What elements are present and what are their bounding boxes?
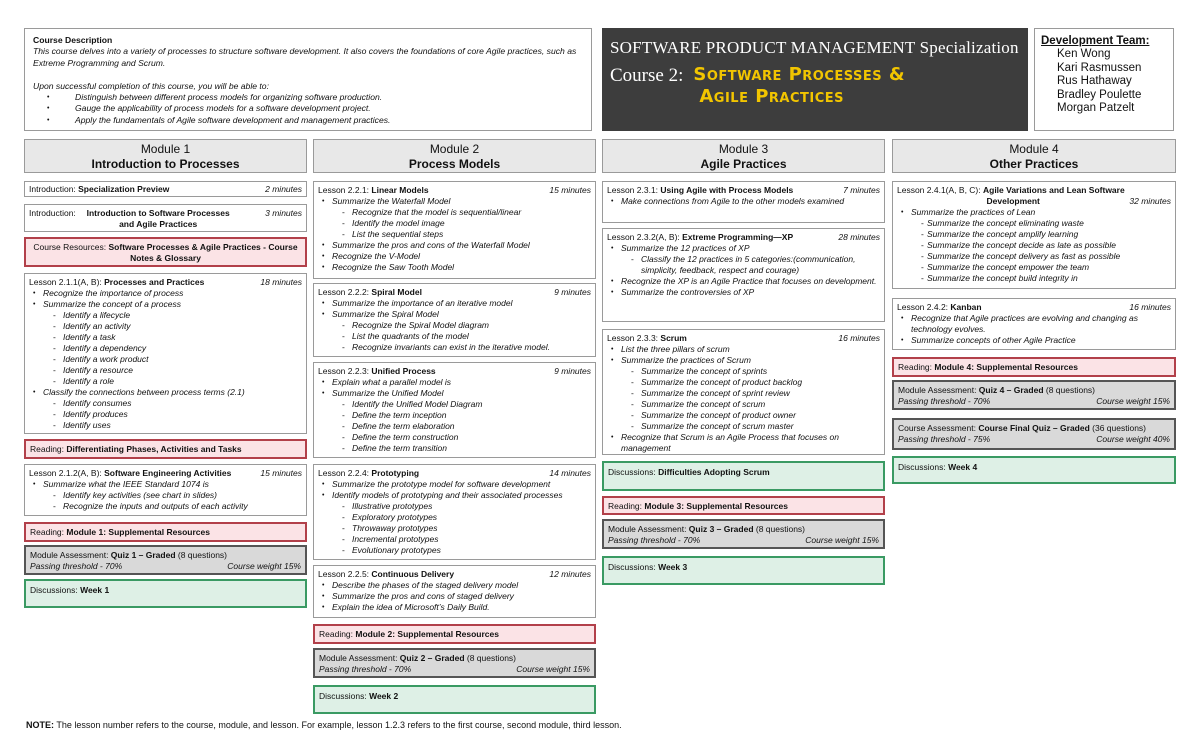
lesson-2-1-2[interactable]: Lesson 2.1.2(A, B): Software Engineering Activities 15 minutes • Summarize what the IEEE Standard 1074 is - Identify key activities (see chart in slides) - Recognize the inputs and outputs of each activity [24,464,307,516]
sub-objective: - List the sequential steps [318,229,591,240]
sub-objective: - Identify uses [29,420,302,431]
sub-objective: - Identify a resource [29,365,302,376]
discussion-adopting-scrum[interactable]: Discussions: Difficulties Adopting Scrum [602,461,885,491]
lesson-2-2-4[interactable]: Lesson 2.2.4: Prototyping 14 minutes • Summarize the prototype model for software development • Identify models of prototyping and their associated processes - Illustrative prototypes - Exploratory prototypes - Throwaway prototypes - Incremental prototypes - Evolutionary prototypes [313,464,596,560]
objective: • Summarize the practices of Scrum [607,355,880,366]
lesson-2-3-3[interactable]: Lesson 2.3.3: Scrum 16 minutes • List the three pillars of scrum • Summarize the practices of Scrum - Summarize the concept of sprints - Summarize the concept of product backlog - Summarize the concept of sprint review - Summarize the concept of scrum - Summarize the concept of product owner - Summarize the concept of scrum master • Recognize that Scrum is an Agile Process that focuses on management [602,329,885,455]
discussion-week-2[interactable]: Discussions: Week 2 [313,685,596,714]
objective: • Summarize the Unified Model [318,388,591,399]
sub-objective: - Summarize the concept decide as late as possible [897,240,1171,251]
sub-objective: - Identify the model image [318,218,591,229]
sub-objective: - Summarize the concept of sprints [607,366,880,377]
lesson-2-2-2[interactable]: Lesson 2.2.2: Spiral Model 9 minutes • Summarize the importance of an iterative model • Summarize the Spiral Model - Recognize the Spiral Model diagram - List the quadrants of the model - Recognize invariants can exist in the iterative model. [313,283,596,357]
sub-objective: - Summarize the concept of scrum master [607,421,880,432]
sub-objective: - Summarize the concept of sprint review [607,388,880,399]
sub-objective: - Exploratory prototypes [318,512,591,523]
objective: • Summarize the importance of an iterative model [318,298,591,309]
reading-module-3[interactable]: Reading: Module 3: Supplemental Resources [602,496,885,515]
sub-objective: - Summarize the concept empower the team [897,262,1171,273]
outcomes-list [33,92,583,126]
sub-objective: - Define the term inception [318,410,591,421]
sub-objective: - Identify consumes [29,398,302,409]
objective: • Summarize what the IEEE Standard 1074 is [29,479,302,490]
lesson-2-1-1[interactable]: Lesson 2.1.1(A, B): Processes and Practices 18 minutes • Recognize the importance of process • Summarize the concept of a process - Identify a lifecycle - Identify an activity - Identify a task - Identify a dependency - Identify a work product - Identify a resource - Identify a role • Classify the connections between process terms (2.1) - Identify consumes - Identify produces - Identify uses [24,273,307,434]
reading-module-4[interactable]: Reading: Module 4: Supplemental Resources [892,357,1176,377]
lesson-2-3-1[interactable]: Lesson 2.3.1: Using Agile with Process Models 7 minutes • Make connections from Agile to the other models examined [602,181,885,223]
objective: • Explain the idea of Microsoft’s Daily Build. [318,602,591,613]
objective: • Recognize the Saw Tooth Model [318,262,591,273]
outcome-item: • Distinguish between different process models for organizing software production. [33,92,583,103]
team-member: Morgan Patzelt [1057,102,1135,115]
sub-objective: - Recognize the inputs and outputs of each activity [29,501,302,512]
sub-objective: - Identify produces [29,409,302,420]
lesson-2-3-2[interactable]: Lesson 2.3.2(A, B): Extreme Programming—XP 28 minutes • Summarize the 12 practices of XP - Classify the 12 practices in 5 categories:(communication, simplicity, feedback, respect and courage) • Recognize the XP is an Agile Practice that focuses on development. • Summarize the controversies of XP [602,228,885,322]
sub-objective: - Evolutionary prototypes [318,545,591,556]
discussion-week-1[interactable]: Discussions: Week 1 [24,579,307,608]
description-body: This course delves into a variety of processes to structure software development. It also covers the foundations of core Agile practices, such as Extreme Programming and Scrum. [33,46,577,68]
objective: • Summarize the prototype model for software development [318,479,591,490]
reading-module-1[interactable]: Reading: Module 1: Supplemental Resources [24,522,307,542]
sub-objective: - Define the term elaboration [318,421,591,432]
outcome-item: • Apply the fundamentals of Agile software development and management practices. [33,115,583,126]
objective: • Identify models of prototyping and their associated processes [318,490,591,501]
objective: • Summarize the concept of a process [29,299,302,310]
sub-objective: - Classify the 12 practices in 5 categories:(communication, simplicity, feedback, respect and courage) [607,254,880,276]
course-resources[interactable]: Course Resources: Software Processes & Agile Practices - Course Notes & Glossary [24,237,307,267]
objective: • Classify the connections between process terms (2.1) [29,387,302,398]
sub-objective: - Define the term construction [318,432,591,443]
lesson-2-2-3[interactable]: Lesson 2.2.3: Unified Process 9 minutes • Explain what a parallel model is • Summarize the Unified Model - Identify the Unified Model Diagram - Define the term inception - Define the term elaboration - Define the term construction - Define the term transition [313,362,596,458]
reading-module-2[interactable]: Reading: Module 2: Supplemental Resources [313,624,596,644]
sub-objective: - Recognize invariants can exist in the iterative model. [318,342,591,353]
sub-objective: - Identify a dependency [29,343,302,354]
sub-objective: - Summarize the concept of scrum [607,399,880,410]
objective: • Explain what a parallel model is [318,377,591,388]
objective: • Recognize that Scrum is an Agile Process that focuses on management [607,432,880,454]
sub-objective: - Identify key activities (see chart in slides) [29,490,302,501]
team-member: Kari Rasmussen [1057,61,1142,74]
sub-objective: - Summarize the concept delivery as fast as possible [897,251,1171,262]
outcome-item: • Gauge the applicability of process models for a software development project. [33,103,583,114]
objective: • Summarize the controversies of XP [607,287,880,298]
objective: • Summarize concepts of other Agile Practice [897,335,1171,346]
lesson-2-2-1[interactable]: Lesson 2.2.1: Linear Models 15 minutes • Summarize the Waterfall Model - Recognize that the model is sequential/linear - Identify the model image - List the sequential steps • Summarize the pros and cons of the Waterfall Model • Recognize the V-Model • Recognize the Saw Tooth Model [313,181,596,279]
sub-objective: - Summarize the concept of product owner [607,410,880,421]
discussion-week-3[interactable]: Discussions: Week 3 [602,556,885,585]
objective: • Recognize the XP is an Agile Practice that focuses on development. [607,276,880,287]
team-heading: Development Team: [1041,35,1150,47]
footer-note: NOTE: The lesson number refers to the course, module, and lesson. For example, lesson 1.2.3 refers to the first course, second module, third lesson. [26,720,622,730]
objective: • Summarize the pros and cons of the Waterfall Model [318,240,591,251]
objective: • Make connections from Agile to the other models examined [607,196,880,207]
sub-objective: - Throwaway prototypes [318,523,591,534]
objective: • Summarize the practices of Lean [897,207,1171,218]
sub-objective: - Identify an activity [29,321,302,332]
module-1-assessment[interactable]: Module Assessment: Quiz 1 – Graded (8 questions) Passing threshold - 70% Course weight 15% [24,545,307,575]
objective: • Summarize the Waterfall Model [318,196,591,207]
sub-objective: - Illustrative prototypes [318,501,591,512]
sub-objective: - Summarize the concept amplify learning [897,229,1171,240]
intro-specialization-preview[interactable]: Introduction: Specialization Preview 2 minutes [24,181,307,197]
sub-objective: - Identify a task [29,332,302,343]
sub-objective: - Identify the Unified Model Diagram [318,399,591,410]
sub-objective: - Identify a role [29,376,302,387]
sub-objective: - Identify a work product [29,354,302,365]
objective: • Describe the phases of the staged delivery model [318,580,591,591]
objective: • List the three pillars of scrum [607,344,880,355]
objective: • Summarize the Spiral Model [318,309,591,320]
course-title [610,64,1020,108]
team-member: Ken Wong [1057,48,1111,61]
sub-objective: - Summarize the concept eliminating waste [897,218,1171,229]
sub-objective: - Identify a lifecycle [29,310,302,321]
lesson-2-4-1[interactable]: Lesson 2.4.1(A, B, C): Agile Variations and Lean Software Development 32 minutes • Summarize the practices of Lean - Summarize the concept eliminating waste - Summarize the concept amplify learning - Summarize the concept decide as late as possible - Summarize the concept delivery as fast as possible - Summarize the concept empower the team - Summarize the concept build integrity in [892,181,1176,289]
specialization-title: SOFTWARE PRODUCT MANAGEMENT Specialization [610,38,1019,57]
sub-objective: - Summarize the concept of product backlog [607,377,880,388]
description-heading: Course Description [33,35,113,45]
module-4-header: Module 4 Other Practices [892,139,1176,173]
discussion-week-4[interactable]: Discussions: Week 4 [892,456,1176,484]
sub-objective: - Recognize that the model is sequential/linear [318,207,591,218]
course-label: Course 2: [610,65,684,86]
course-final-assessment[interactable]: Course Assessment: Course Final Quiz – Graded (36 questions) Passing threshold - 75% Course weight 40% [892,418,1176,450]
sub-objective: - Incremental prototypes [318,534,591,545]
sub-objective: - List the quadrants of the model [318,331,591,342]
objective: • Recognize the V-Model [318,251,591,262]
sub-objective: - Define the term transition [318,443,591,454]
lesson-2-2-5[interactable]: Lesson 2.2.5: Continuous Delivery 12 minutes • Describe the phases of the staged delivery model • Summarize the pros and cons of staged delivery • Explain the idea of Microsoft’s Daily Build. [313,565,596,618]
module-3-header: Module 3 Agile Practices [602,139,885,173]
objective: • Summarize the 12 practices of XP [607,243,880,254]
module-4-assessment[interactable]: Module Assessment: Quiz 4 – Graded (8 questions) Passing threshold - 70% Course weight 15% [892,380,1176,410]
objective: • Summarize the pros and cons of staged delivery [318,591,591,602]
lesson-2-4-2[interactable]: Lesson 2.4.2: Kanban 16 minutes • Recognize that Agile practices are evolving and changing as technology evolves. • Summarize concepts of other Agile Practice [892,298,1176,350]
sub-objective: - Summarize the concept build integrity in [897,273,1171,284]
team-member: Bradley Poulette [1057,88,1142,101]
title-banner [602,28,1028,131]
development-team [1034,28,1174,131]
intro-software-processes[interactable]: Introduction: Introduction to Software Processes and Agile Practices 3 minutes [24,204,307,232]
module-2-header: Module 2 Process Models [313,139,596,173]
module-1-header: Module 1 Introduction to Processes [24,139,307,173]
course-description [24,28,592,131]
sub-objective: - Recognize the Spiral Model diagram [318,320,591,331]
team-member: Rus Hathaway [1057,75,1132,88]
module-3-assessment[interactable]: Module Assessment: Quiz 3 – Graded (8 questions) Passing threshold - 70% Course weight 15% [602,519,885,549]
reading-phases-activities[interactable]: Reading: Differentiating Phases, Activities and Tasks [24,439,307,459]
description-intro: Upon successful completion of this course, you will be able to: [33,80,269,91]
objective: • Recognize that Agile practices are evolving and changing as technology evolves. [897,313,1171,335]
objective: • Recognize the importance of process [29,288,302,299]
course-name: Software Processes & Agile Practices [693,64,906,107]
module-2-assessment[interactable]: Module Assessment: Quiz 2 – Graded (8 questions) Passing threshold - 70% Course weight 15% [313,648,596,678]
